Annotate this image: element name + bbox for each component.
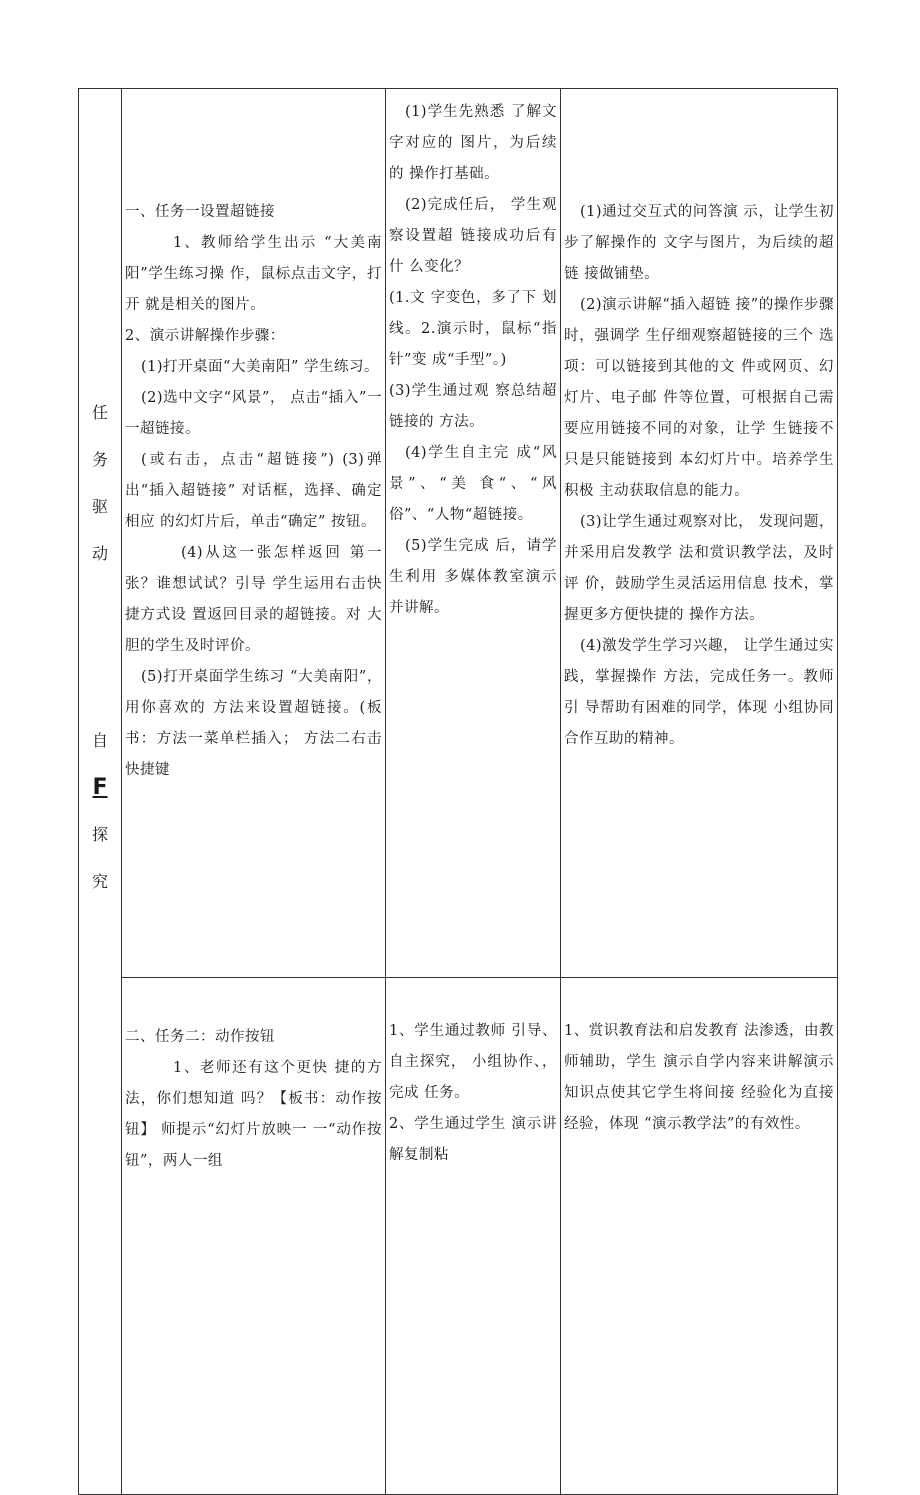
teacher-step: (4)从这一张怎样返回 第一张？谁想试试？引导 学生运用右击快捷方式设 置返回目录的超链接。对 大胆的学生及时评价。 xyxy=(125,545,382,654)
teacher-step: (1)打开桌面“大美南阳” 学生练习。 xyxy=(141,359,379,375)
side-label-char: 动 xyxy=(91,544,108,563)
teacher-step: (2)选中文字“风景”， 点击“插入”一一超链接。 xyxy=(125,390,382,437)
side-label-char: 探 xyxy=(91,825,108,844)
student-activity-cell xyxy=(386,89,561,978)
teacher-step: 1、老师还有这个更快 捷的方法，你们想知道 吗？【板书：动作按钮】 师提示“幻灯片放映一 一“动作按钮”，两人一组 xyxy=(125,1060,382,1169)
student-step: (5)学生完成 后，请学生利用 多媒体教室演示 并讲解。 xyxy=(389,538,557,616)
design-intent-cell xyxy=(561,978,838,1495)
task-heading: 二、任务二：动作按钮 xyxy=(125,1029,275,1045)
side-label-char: 自 xyxy=(91,731,108,750)
student-step: (4)学生自主完 成“风景”、“美 食“、“风俗”、“人物“超链接。 xyxy=(389,445,557,523)
side-label-char: 驱 xyxy=(91,497,108,516)
student-step: (1)学生先熟悉 了解文字对应的 图片，为后续的 操作打基础。 xyxy=(389,104,557,182)
teacher-activity-cell xyxy=(122,978,386,1495)
teacher-step: 2、演示讲解操作步骤： xyxy=(125,328,285,344)
teacher-activity-cell xyxy=(122,89,386,978)
side-label-char: 究 xyxy=(91,872,108,891)
student-step: (1.文 字变色，多了下 划线。2.演示时，鼠标“指针”变 成“手型”。) xyxy=(389,290,557,368)
design-intent-item: (2)演示讲解“插入超链 接”的操作步骤时，强调学 生仔细观察超链接的三个 选项：可以链接到其他的文 件或网页、幻灯片、电子邮 件等位置，可根据自己需要应用链接不同的对象，让学 生链接不只是只能链接到 本幻灯片中。培养学生积极 主动获取信息的能力。 xyxy=(564,297,834,499)
student-step: (2)完成任后， 学生观察设置超 链接成功后有什 么变化？ xyxy=(389,197,557,275)
task-heading: 一、任务一设置超链接 xyxy=(125,204,275,220)
design-intent-item: 1、赏识教育法和启发教育 法渗透，由教师辅助，学生 演示自学内容来讲解演示 知识点使其它学生将间接 经验化为直接经验，体现 “演示教学法”的有效性。 xyxy=(564,1023,834,1132)
teacher-step: 1、教师给学生出示 “大美南阳”学生练习操 作，鼠标点击文字，打开 就是相关的图片。 xyxy=(125,235,382,313)
table-row xyxy=(79,978,838,1495)
side-label-char: 任 xyxy=(91,403,108,422)
side-label-char: 务 xyxy=(91,450,108,469)
design-intent-item: (1)通过交互式的问答演 示，让学生初步了解操作的 文字与图片，为后续的超链 接做铺垫。 xyxy=(564,204,834,282)
student-step: (3)学生通过观 察总结超链接的 方法。 xyxy=(389,383,557,430)
design-intent-item: (4)激发学生学习兴趣， 让学生通过实践，掌握操作 方法，完成任务一。教师引 导帮助有困难的同学，体现 小组协同合作互助的精神。 xyxy=(564,638,834,747)
teacher-step: (5)打开桌面学生练习 “大美南阳”，用你喜欢的 方法来设置超链接。(板 书：方法一菜单栏插入； 方法二右击快捷键 xyxy=(125,669,382,778)
design-intent-item: (3)让学生通过观察对比， 发现问题，并采用启发教学 法和赏识教学法，及时评 价，鼓励学生灵活运用信息 技术，掌握更多方便快捷的 操作方法。 xyxy=(564,514,834,623)
table-row xyxy=(79,89,838,978)
lesson-plan-table xyxy=(78,88,838,1495)
side-label-cell xyxy=(79,89,122,1495)
student-step: 1、学生通过教师 引导、自主探究， 小组协作、，完成 任务。 xyxy=(389,1023,557,1101)
design-intent-cell xyxy=(561,89,838,978)
teacher-step: (或右击，点击“超链接”) (3)弹出“插入超链接” 对话框，选择、确定相应 的幻灯片后，单击“确定” 按钮。 xyxy=(125,452,382,530)
side-label-char: F xyxy=(92,775,108,800)
student-step: 2、学生通过学生 演示讲解复制粘 xyxy=(389,1116,557,1163)
student-activity-cell xyxy=(386,978,561,1495)
